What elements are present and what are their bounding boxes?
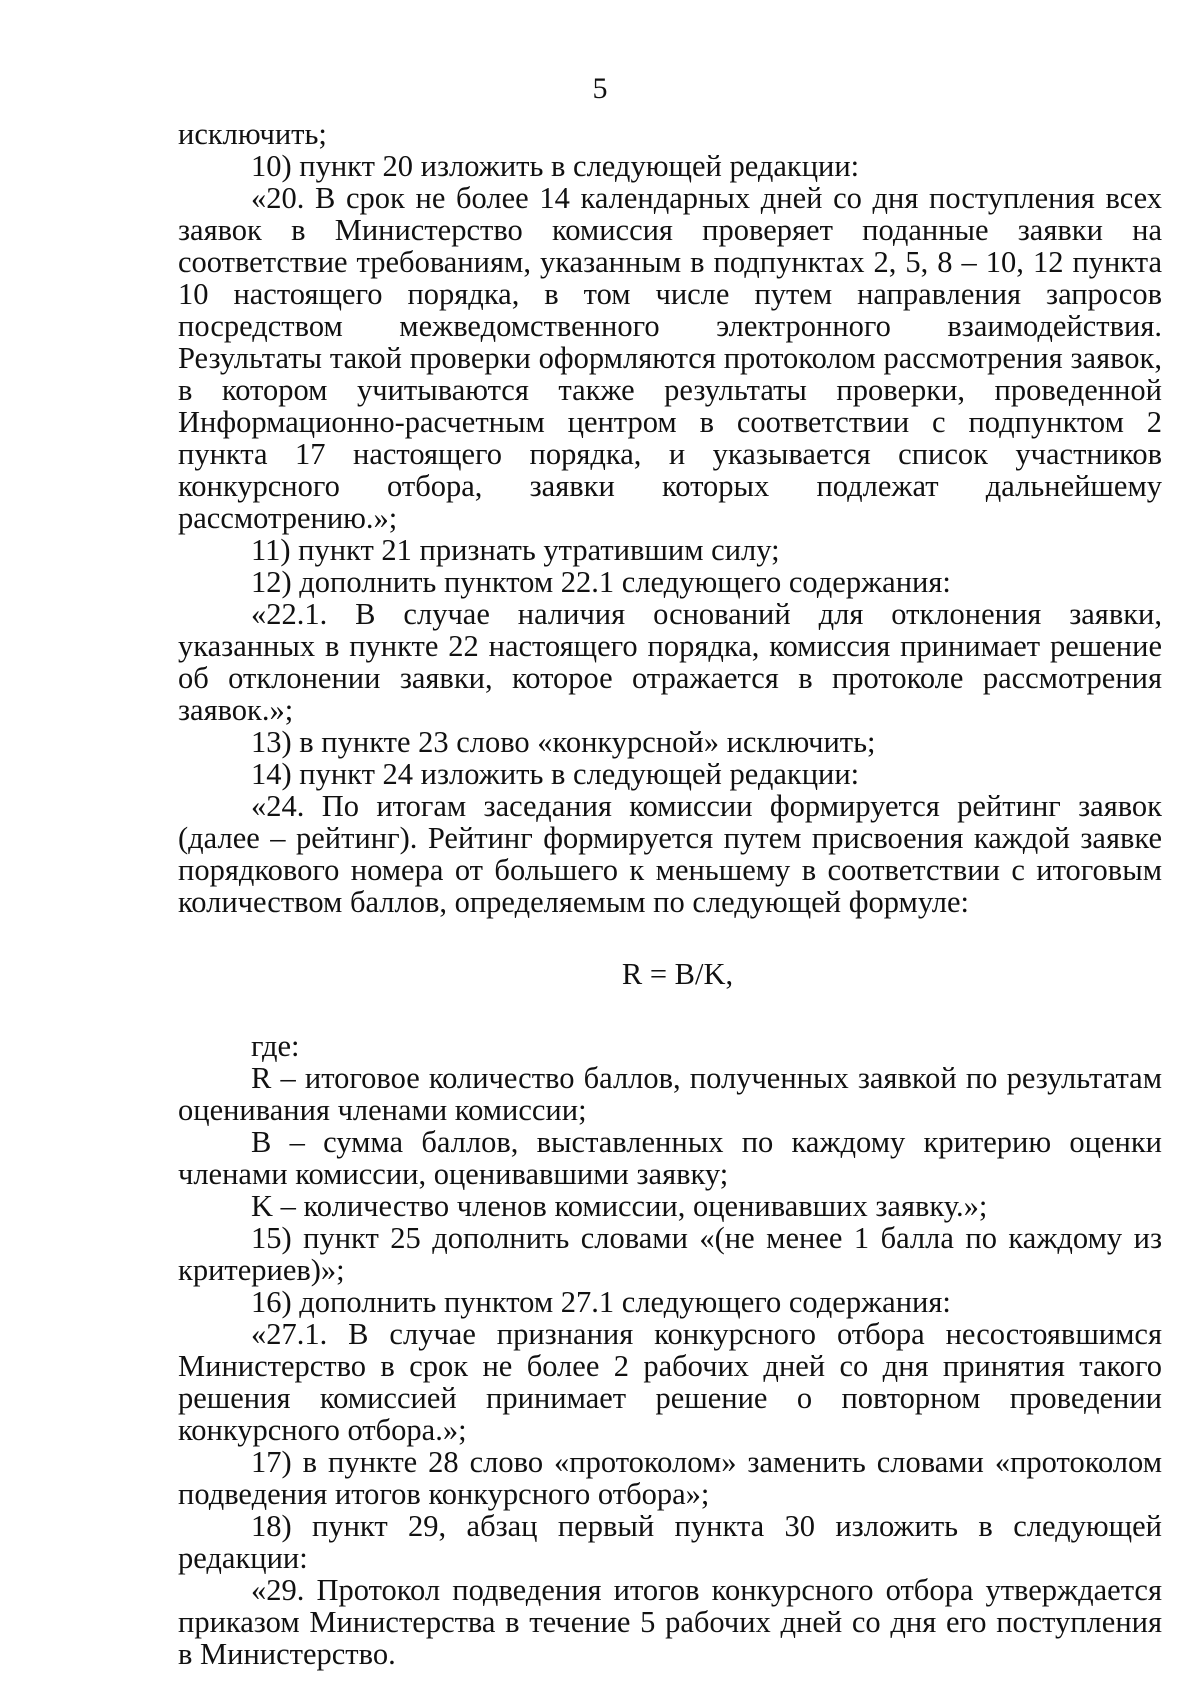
- paragraph: 17) в пункте 28 слово «протоколом» заменить словами «протоколом подведения итогов конкурсного отбора»;: [178, 1445, 1162, 1511]
- paragraph: 10) пункт 20 изложить в следующей редакции:: [251, 149, 860, 183]
- paragraph: 11) пункт 21 признать утратившим силу;: [251, 533, 780, 567]
- paragraph: 16) дополнить пунктом 27.1 следующего содержания:: [251, 1285, 951, 1319]
- document-body: [178, 118, 1162, 1670]
- paragraph: 13) в пункте 23 слово «конкурсной» исключить;: [251, 725, 876, 759]
- paragraph: исключить;: [178, 117, 327, 151]
- paragraph: K – количество членов комиссии, оценивавших заявку.»;: [251, 1189, 988, 1223]
- paragraph-group-top: [178, 118, 1162, 918]
- paragraph: 14) пункт 24 изложить в следующей редакции:: [251, 757, 860, 791]
- paragraph: R – итоговое количество баллов, полученных заявкой по результатам оценивания членами комиссии;: [178, 1061, 1162, 1127]
- paragraph: «29. Протокол подведения итогов конкурсного отбора утверждается приказом Министерства в течение 5 рабочих дней со дня его поступления в Министерство.: [178, 1573, 1162, 1671]
- paragraph-group-bottom: [178, 1030, 1162, 1670]
- paragraph: «22.1. В случае наличия оснований для отклонения заявки, указанных в пункте 22 настоящего порядка, комиссия принимает решение об отклонении заявки, которое отражается в протоколе рассмотрения заявок.»;: [178, 597, 1162, 727]
- paragraph: «20. В срок не более 14 календарных дней со дня поступления всех заявок в Министерство комиссия проверяет поданные заявки на соответствие требованиям, указанным в подпунктах 2, 5, 8 – 10, 12 пункта 10 настоящего порядка, в том числе путем направления запросов посредством межведомственного электронного взаимодействия. Результаты такой проверки оформляются протоколом рассмотрения заявок, в котором учитываются также результаты проверки, проведенной Информационно-расчетным центром в соответствии с подпунктом 2 пункта 17 настоящего порядка, и указывается список участников конкурсного отбора, заявки которых подлежат дальнейшему рассмотрению.»;: [178, 181, 1162, 535]
- paragraph: «27.1. В случае признания конкурсного отбора несостоявшимся Министерство в срок не более 2 рабочих дней со дня принятия такого решения комиссией принимает решение о повторном проведении конкурсного отбора.»;: [178, 1317, 1162, 1447]
- paragraph: 12) дополнить пунктом 22.1 следующего содержания:: [251, 565, 951, 599]
- formula: R = B/K,: [621, 957, 734, 991]
- paragraph: 18) пункт 29, абзац первый пункта 30 изложить в следующей редакции:: [178, 1509, 1162, 1575]
- paragraph: 15) пункт 25 дополнить словами «(не менее 1 балла по каждому из критериев)»;: [178, 1221, 1162, 1287]
- paragraph: B – сумма баллов, выставленных по каждому критерию оценки членами комиссии, оценивавшими заявку;: [178, 1125, 1162, 1191]
- paragraph: «24. По итогам заседания комиссии формируется рейтинг заявок (далее – рейтинг). Рейтинг формируется путем присвоения каждой заявке порядкового номера от большего к меньшему в соответствии с итоговым количеством баллов, определяемым по следующей формуле:: [178, 789, 1162, 919]
- paragraph: где:: [251, 1029, 300, 1063]
- page-number: 5: [592, 72, 608, 105]
